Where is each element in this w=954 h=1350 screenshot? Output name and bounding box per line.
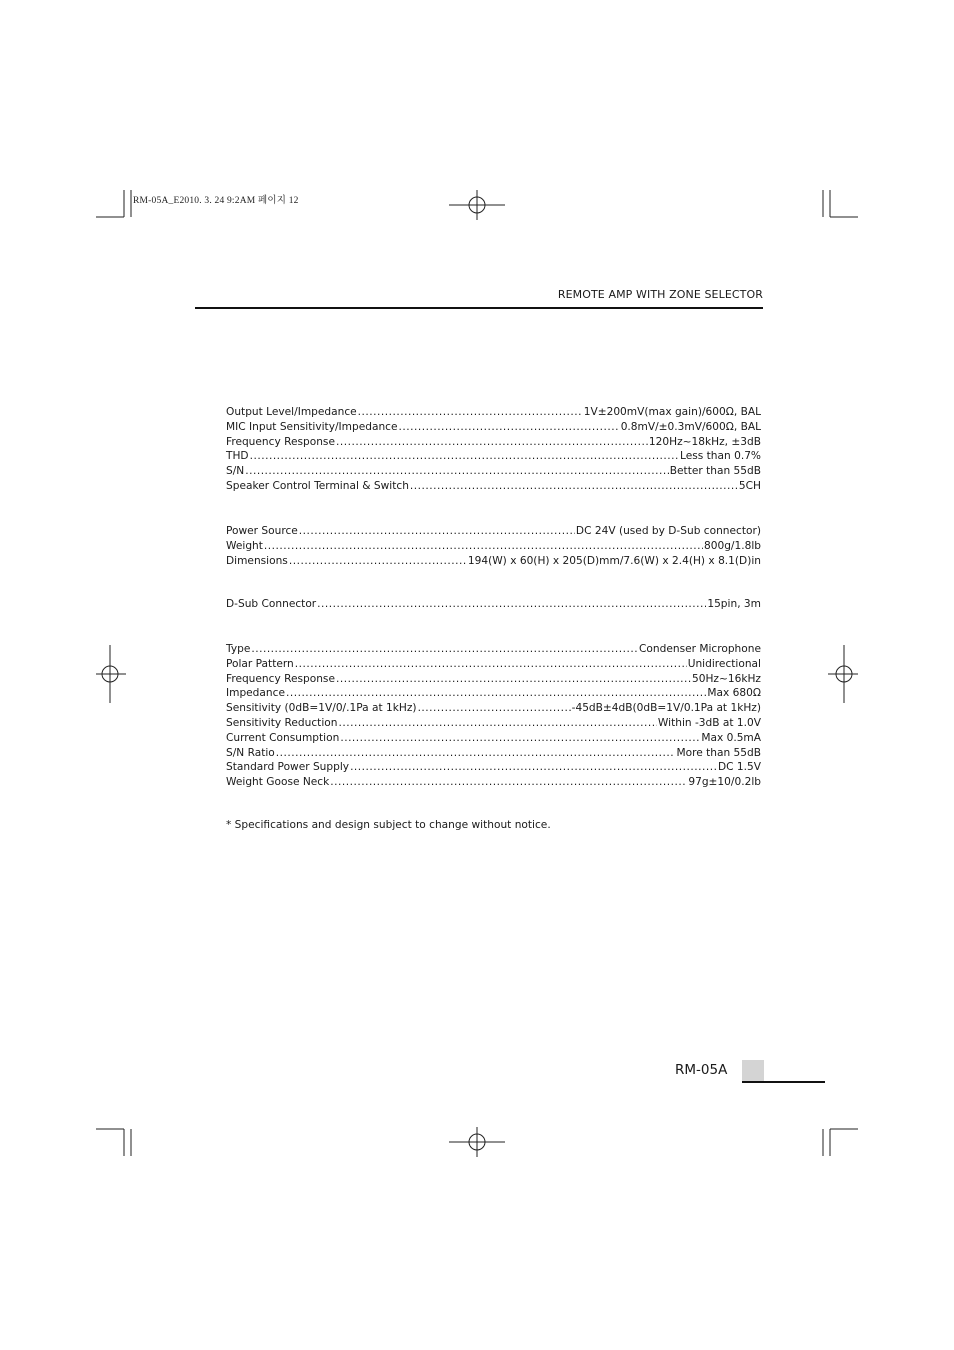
spec-value: Within -3dB at 1.0V: [657, 716, 761, 729]
footer-rule: [742, 1081, 825, 1083]
spec-row: [226, 539, 761, 554]
spec-value: 97g±10/0.2lb: [688, 776, 761, 789]
spec-label: Type: [226, 643, 251, 655]
spec-label: Frequency Response: [226, 672, 335, 685]
spec-value: More than 55dB: [676, 746, 761, 759]
header-rule: [195, 307, 763, 309]
page-number-box: [742, 1060, 764, 1081]
spec-row: [226, 686, 761, 701]
spec-value: 0.8mV/±0.3mV/600Ω, BAL: [620, 420, 761, 433]
spec-group-amplifier: [226, 405, 761, 494]
spec-row: [226, 435, 761, 450]
spec-label: Power Source: [226, 525, 298, 537]
registration-mark-bottom: [449, 1127, 505, 1157]
print-slug-line: RM-05A_E2010. 3. 24 9:2AM 페이지 12: [133, 196, 299, 206]
registration-mark-top: [449, 190, 505, 220]
spec-label: D-Sub Connector: [226, 598, 317, 610]
spec-row: [226, 731, 761, 746]
spec-value: Max 680Ω: [707, 687, 761, 700]
spec-value: 50Hz~16kHz: [691, 672, 761, 685]
spec-row: [226, 760, 761, 775]
spec-value: 800g/1.8lb: [703, 539, 761, 552]
spec-value: 120Hz~18kHz, ±3dB: [648, 435, 761, 448]
footnote: * Specifications and design subject to change without notice.: [226, 819, 551, 831]
spec-row: [226, 672, 761, 687]
spec-label: Dimensions: [226, 554, 288, 567]
spec-row: [226, 701, 761, 716]
spec-row: [226, 405, 761, 420]
spec-row: [226, 597, 761, 612]
spec-label: Frequency Response: [226, 435, 335, 448]
spec-label: Standard Power Supply: [226, 761, 350, 774]
model-name: RM-05A: [675, 1062, 728, 1078]
spec-group-cable: [226, 597, 761, 612]
spec-row: [226, 746, 761, 761]
spec-label: Sensitivity (0dB=1V/0/.1Pa at 1kHz): [226, 702, 417, 715]
spec-value: 5CH: [738, 479, 761, 492]
spec-label: Speaker Control Terminal & Switch: [226, 479, 409, 492]
registration-mark-left: [96, 645, 126, 703]
spec-value: 1V±200mV(max gain)/600Ω, BAL: [583, 406, 761, 418]
spec-row: [226, 479, 761, 494]
spec-value: 194(W) x 60(H) x 205(D)mm/7.6(W) x 2.4(H) x 8.1(D)in: [467, 554, 761, 567]
spec-label: S/N: [226, 465, 245, 478]
spec-label: Polar Pattern: [226, 657, 294, 670]
spec-group-microphone: [226, 642, 761, 790]
spec-row: [226, 449, 761, 464]
spec-value: DC 24V (used by D-Sub connector): [575, 525, 761, 537]
spec-value: -45dB±4dB(0dB=1V/0.1Pa at 1kHz): [571, 702, 761, 715]
page-header-title: REMOTE AMP WITH ZONE SELECTOR: [557, 288, 763, 301]
spec-value: Max 0.5mA: [701, 731, 761, 744]
registration-mark-right: [828, 645, 858, 703]
spec-value: 15pin, 3m: [707, 598, 761, 610]
spec-row: [226, 554, 761, 569]
spec-row: [226, 657, 761, 672]
spec-value: Unidirectional: [687, 657, 761, 670]
spec-row: [226, 464, 761, 479]
spec-label: THD: [226, 450, 249, 463]
spec-row: [226, 642, 761, 657]
spec-row: [226, 524, 761, 539]
spec-label: Impedance: [226, 687, 285, 700]
spec-label: S/N Ratio: [226, 746, 275, 759]
spec-value: Better than 55dB: [669, 465, 761, 478]
spec-label: Sensitivity Reduction: [226, 716, 338, 729]
spec-group-general: [226, 524, 761, 568]
spec-value: Less than 0.7%: [680, 450, 761, 463]
spec-row: [226, 420, 761, 435]
spec-label: Weight Goose Neck: [226, 776, 330, 789]
spec-label: MIC Input Sensitivity/Impedance: [226, 420, 398, 433]
spec-label: Current Consumption: [226, 731, 340, 744]
spec-row: [226, 775, 761, 790]
spec-label: Output Level/Impedance: [226, 406, 357, 418]
spec-value: Condenser Microphone: [639, 643, 761, 655]
spec-row: [226, 716, 761, 731]
spec-label: Weight: [226, 539, 263, 552]
spec-value: DC 1.5V: [717, 761, 761, 774]
